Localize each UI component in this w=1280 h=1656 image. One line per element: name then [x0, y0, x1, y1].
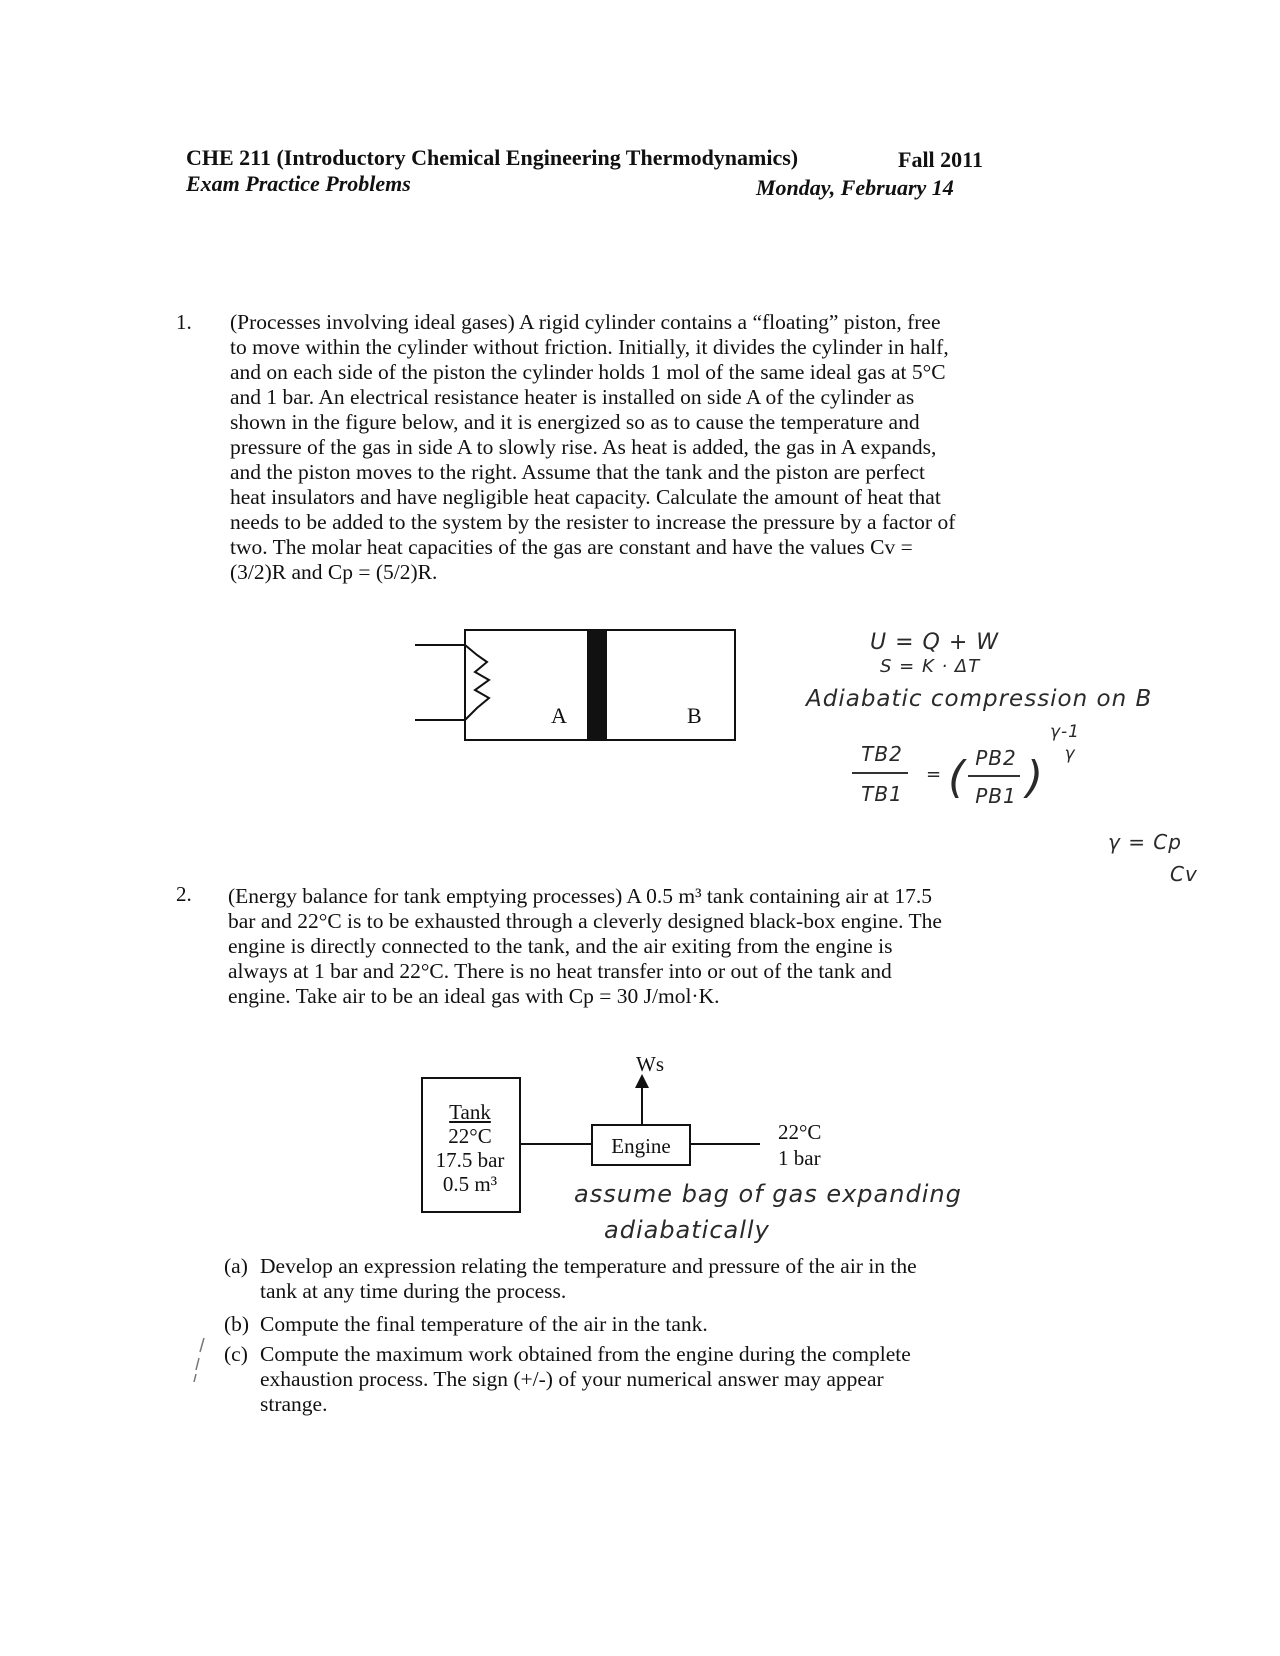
part-b-text	[260, 1312, 708, 1337]
part-b-line: Compute the final temperature of the air in the tank.	[260, 1312, 708, 1336]
part-a-line: Develop an expression relating the temperature and pressure of the air in the	[260, 1254, 917, 1278]
handwritten-gamma-def: γ = Cp	[1108, 830, 1182, 854]
problem-1-line: pressure of the gas in side A to slowly rise. As heat is added, the gas in A expands,	[230, 435, 937, 459]
problem-1-line: to move within the cylinder without friction. Initially, it divides the cylinder in half,	[230, 335, 949, 359]
handwritten-paren-close: )	[1026, 752, 1045, 803]
handwritten-paren-open: (	[948, 752, 967, 803]
term-label: Fall 2011	[898, 147, 983, 172]
shaft-work-label: Ws	[636, 1052, 664, 1076]
heater-coil-icon	[465, 645, 489, 720]
problem-1-line: needs to be added to the system by the resister to increase the pressure by a factor of	[230, 510, 956, 534]
handwritten-pb2: PB2	[975, 746, 1017, 770]
part-c-text	[260, 1342, 911, 1417]
problem-1-line: and the piston moves to the right. Assume that the tank and the piston are perfect	[230, 460, 926, 484]
piston	[587, 630, 607, 740]
outlet-temperature: 22°C	[778, 1120, 822, 1144]
part-a-text	[260, 1254, 917, 1304]
part-c-line: exhaustion process. The sign (+/-) of your numerical answer may appear	[260, 1367, 884, 1391]
tank-pressure: 17.5 bar	[435, 1148, 505, 1172]
tank-contents	[422, 1100, 518, 1196]
tank-title: Tank	[449, 1100, 491, 1124]
handwritten-fraction-bar	[852, 772, 908, 774]
problem-2-line: always at 1 bar and 22°C. There is no heat transfer into or out of the tank and	[228, 959, 892, 983]
problem-2-line: (Energy balance for tank emptying processes) A 0.5 m³ tank containing air at 17.5	[228, 884, 933, 908]
problem-2-text	[228, 884, 942, 1009]
part-a-line: tank at any time during the process.	[260, 1279, 567, 1303]
handwritten-tb2: TB2	[861, 742, 903, 766]
handwritten-note: S = K · ΔT	[880, 656, 981, 677]
handwritten-cv: Cv	[1170, 862, 1198, 886]
problem-1-line: (Processes involving ideal gases) A rigid cylinder contains a “floating” piston, free	[230, 310, 941, 334]
course-title: CHE 211 (Introductory Chemical Engineering Thermodynamics)	[186, 145, 799, 170]
problem-2-number: 2.	[176, 882, 192, 906]
problem-1-line: and 1 bar. An electrical resistance heater is installed on side A of the cylinder as	[230, 385, 915, 409]
problem-2-line: engine. Take air to be an ideal gas with Cp = 30 J/mol·K.	[228, 984, 720, 1008]
handwritten-exponent-num: γ-1	[1049, 722, 1080, 742]
problem-1-number: 1.	[176, 310, 192, 334]
part-b-label: (b)	[224, 1312, 250, 1336]
engine-label: Engine	[611, 1134, 671, 1158]
handwritten-assumption: assume bag of gas expanding	[574, 1180, 962, 1208]
handwritten-energy-balance: U = Q + W	[870, 630, 1000, 655]
side-b-label: B	[687, 703, 702, 728]
problem-1-line: two. The molar heat capacities of the gas are constant and have the values Cv =	[230, 535, 913, 559]
problem-2-line: engine is directly connected to the tank, and the air exiting from the engine is	[228, 934, 893, 958]
handwritten-pb1: PB1	[975, 784, 1017, 808]
outlet-pressure: 1 bar	[778, 1146, 821, 1170]
problem-1-text	[230, 310, 955, 585]
problem-1-line: shown in the figure below, and it is energized so as to cause the temperature and	[230, 410, 920, 434]
margin-pencil-mark	[190, 1336, 210, 1386]
handwritten-fraction-bar	[968, 775, 1020, 777]
document-date: Monday, February 14	[756, 175, 954, 200]
part-a-label: (a)	[224, 1254, 248, 1278]
part-c-label: (c)	[224, 1342, 248, 1366]
tank-temperature: 22°C	[448, 1124, 492, 1148]
problem-1-line: (3/2)R and Cp = (5/2)R.	[230, 560, 438, 584]
side-a-label: A	[551, 703, 567, 728]
problem-1-line: heat insulators and have negligible heat capacity. Calculate the amount of heat that	[230, 485, 941, 509]
part-c-line: strange.	[260, 1392, 328, 1416]
piston-cylinder-figure	[415, 620, 745, 750]
work-arrow-icon	[635, 1074, 649, 1088]
handwritten-equals: =	[926, 764, 943, 785]
document-subtitle: Exam Practice Problems	[186, 171, 411, 196]
part-c-line: Compute the maximum work obtained from the engine during the complete	[260, 1342, 911, 1366]
handwritten-adiabatically: adiabatically	[604, 1216, 770, 1244]
handwritten-adiabatic-note: Adiabatic compression on B	[806, 686, 1153, 712]
handwritten-tb1: TB1	[861, 782, 903, 806]
problem-1-line: and on each side of the piston the cylinder holds 1 mol of the same ideal gas at 5°C	[230, 360, 946, 384]
problem-2-line: bar and 22°C is to be exhausted through a cleverly designed black-box engine. The	[228, 909, 942, 933]
tank-volume: 0.5 m³	[442, 1172, 498, 1196]
handwritten-exponent-den: γ	[1064, 744, 1076, 764]
